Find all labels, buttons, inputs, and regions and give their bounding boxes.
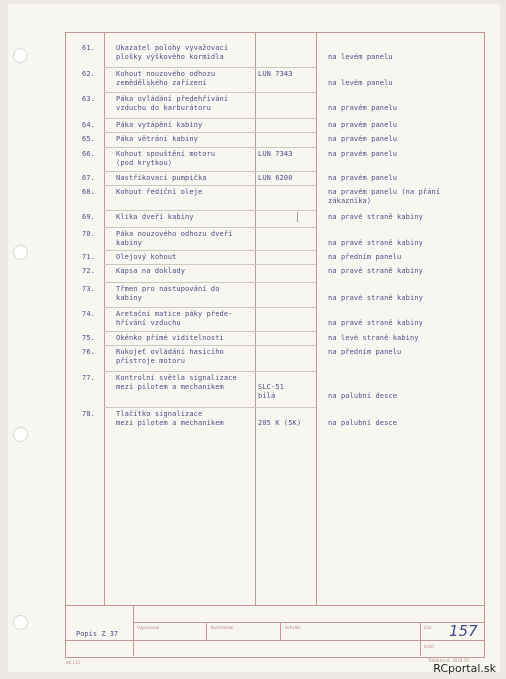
item-name: Rukojeť ovládání hasicího přístroje motoru xyxy=(116,348,224,365)
item-number: 76. xyxy=(82,348,95,356)
item-number: 64. xyxy=(82,121,95,129)
item-location: na předním panelu xyxy=(328,348,402,356)
item-name: Okénko přímé viditelnosti xyxy=(116,334,224,342)
item-location: na pravém panelu (na přání zákazníka) xyxy=(328,188,441,205)
item-name: Páka nouzového odhozu dveří kabiny xyxy=(116,230,233,247)
item-number: 72. xyxy=(82,267,95,275)
row-separator xyxy=(104,118,316,119)
footer-divider xyxy=(420,622,421,656)
item-name: Kohout nouzového odhozu zemědělského zařízení xyxy=(116,70,216,87)
item-name: Páka vytápění kabiny xyxy=(116,121,203,129)
footer-mid-line xyxy=(65,640,484,641)
item-location: na pravé straně kabiny xyxy=(328,213,423,221)
item-location: na palubní desce xyxy=(328,419,398,427)
item-number: 74. xyxy=(82,310,95,318)
item-name: Aretační matice páky přede- hřívání vzduchu xyxy=(116,310,233,327)
binder-hole xyxy=(13,615,28,630)
row-separator xyxy=(104,264,316,265)
item-name: Kohout řediční oleje xyxy=(116,188,203,196)
label-checked-by: Kontroloval xyxy=(211,625,234,630)
row-separator xyxy=(104,92,316,93)
item-reference: SLC-51 bílá xyxy=(258,383,284,400)
item-number: 65. xyxy=(82,135,95,143)
row-separator xyxy=(104,307,316,308)
item-location: na palubní desce xyxy=(328,392,398,400)
footer-top-line xyxy=(65,605,484,606)
label-sheet: List: xyxy=(424,625,433,630)
item-name: Kapsa na doklady xyxy=(116,267,186,275)
watermark: RCportal.sk xyxy=(433,662,496,675)
item-number: 77. xyxy=(82,374,95,382)
page-number: 157 xyxy=(449,622,478,640)
print-note: Tiskárna st. 2018 10 xyxy=(428,658,469,663)
label-prepared-by: Vypracoval xyxy=(137,625,160,630)
binder-hole xyxy=(13,427,28,442)
row-separator xyxy=(104,132,316,133)
item-location: na pravém panelu xyxy=(328,150,398,158)
item-name: Třmen pro nastupování do kabiny xyxy=(116,285,220,302)
item-name: Kohout spouštění motoru (pod krytkou) xyxy=(116,150,216,167)
row-separator xyxy=(104,371,316,372)
row-separator xyxy=(104,282,316,283)
item-name: Páka větrání kabiny xyxy=(116,135,198,143)
binder-hole xyxy=(13,245,28,260)
item-location: na levé straně kabiny xyxy=(328,334,419,342)
item-number: 62. xyxy=(82,70,95,78)
row-separator xyxy=(104,227,316,228)
item-name: Klika dveří kabiny xyxy=(116,213,194,221)
item-number: 66. xyxy=(82,150,95,158)
item-number: 68. xyxy=(82,188,95,196)
label-sheets: Listů: xyxy=(424,644,435,649)
item-location: na pravé straně kabiny xyxy=(328,319,423,327)
label-approved-by: Schválil xyxy=(285,625,301,630)
item-number: 73. xyxy=(82,285,95,293)
item-number: 71. xyxy=(82,253,95,261)
row-separator xyxy=(104,171,316,172)
footer-divider xyxy=(206,622,207,640)
item-reference: 205 K (5K) xyxy=(258,419,302,427)
item-reference: LUN 7343 xyxy=(258,150,293,158)
item-location: na pravém panelu xyxy=(328,174,398,182)
document-reference: Popis Z 37 xyxy=(76,630,119,638)
item-location: na pravém panelu xyxy=(328,104,398,112)
item-location: na pravé straně kabiny xyxy=(328,239,423,247)
item-location: na pravém panelu xyxy=(328,121,398,129)
row-separator xyxy=(104,331,316,332)
item-reference: LUN 6200 xyxy=(258,174,293,182)
item-location: na pravém panelu xyxy=(328,135,398,143)
item-number: 78. xyxy=(82,410,95,418)
footer-line xyxy=(133,622,484,623)
item-reference: LUN 7343 xyxy=(258,70,293,78)
pencil-mark xyxy=(297,212,302,222)
item-location: na levém panelu xyxy=(328,53,393,61)
row-separator xyxy=(104,250,316,251)
footer-divider xyxy=(133,605,134,656)
item-name: Tlačítko signalizace mezi pilotem a mechanikem xyxy=(116,410,224,427)
item-name: Ukazatel polohy vyvažovací plošky výškového kormidla xyxy=(116,44,229,61)
form-code: SK 133 xyxy=(66,660,81,665)
column-divider xyxy=(316,32,317,605)
footer-divider xyxy=(280,622,281,640)
row-separator xyxy=(104,185,316,186)
item-location: na pravé straně kabiny xyxy=(328,267,423,275)
item-number: 61. xyxy=(82,44,95,52)
row-separator xyxy=(104,345,316,346)
item-number: 63. xyxy=(82,95,95,103)
row-separator xyxy=(104,147,316,148)
item-name: Nastřikovací pumpička xyxy=(116,174,207,182)
item-name: Kontrolní světla signalizace mezi pilotem a mechanikem xyxy=(116,374,237,391)
item-number: 69. xyxy=(82,213,95,221)
row-separator xyxy=(104,210,316,211)
row-separator xyxy=(104,407,316,408)
item-number: 70. xyxy=(82,230,95,238)
item-name: Olejový kohout xyxy=(116,253,177,261)
item-name: Páka ovládání předehřívání vzduchu do karburátoru xyxy=(116,95,229,112)
row-separator xyxy=(104,67,316,68)
item-location: na levém panelu xyxy=(328,79,393,87)
item-location: na pravé straně kabiny xyxy=(328,294,423,302)
binder-hole xyxy=(13,48,28,63)
item-number: 75. xyxy=(82,334,95,342)
item-location: na předním panelu xyxy=(328,253,402,261)
item-number: 67. xyxy=(82,174,95,182)
